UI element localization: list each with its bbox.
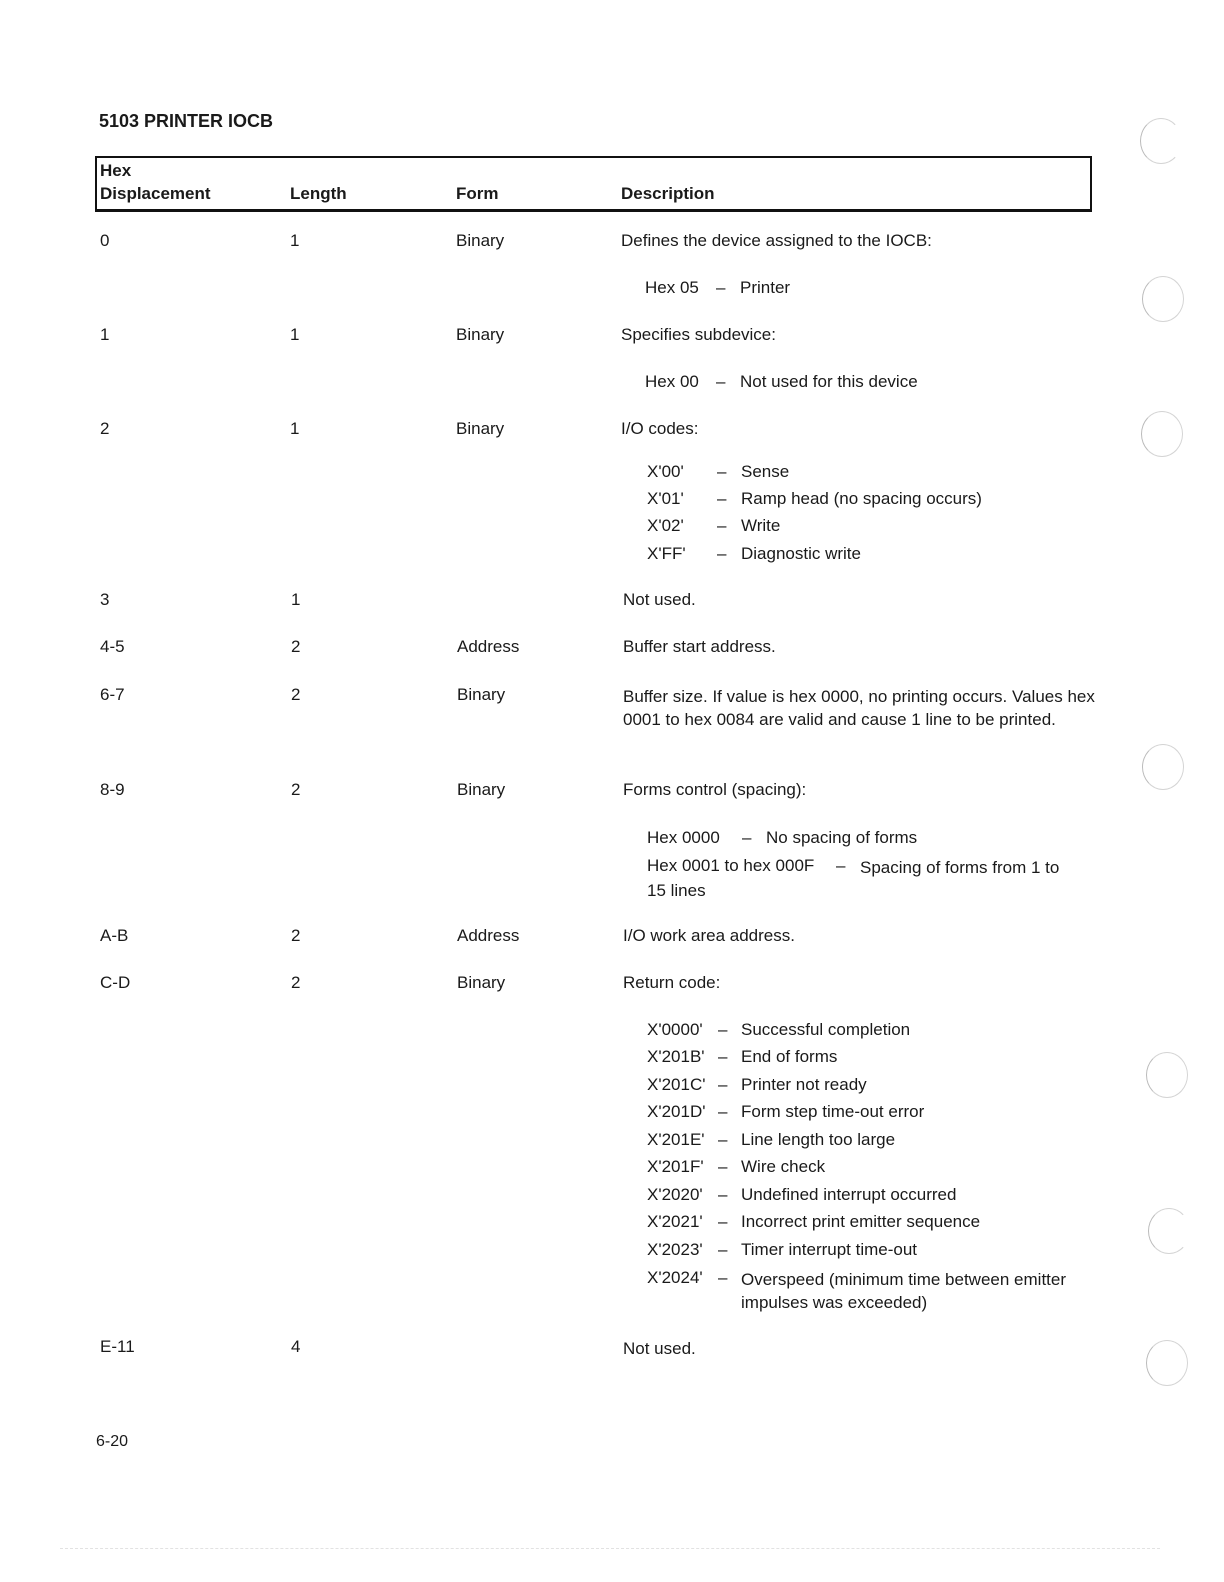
row-5-form: Binary xyxy=(457,685,506,704)
row-8-code-4-text: Line length too large xyxy=(741,1130,896,1149)
row-1-length: 1 xyxy=(290,325,300,344)
punch-hole-mark xyxy=(1146,1052,1188,1098)
row-8-code-7: X'2021' xyxy=(647,1212,703,1231)
row-2-code-1-text: Ramp head (no spacing occurs) xyxy=(741,489,982,508)
row-9-description: Not used. xyxy=(623,1339,696,1358)
row-6-description: Forms control (spacing): xyxy=(623,780,807,799)
code-dash: – xyxy=(718,1212,728,1231)
row-8-code-5: X'201F' xyxy=(647,1157,704,1176)
row-2-code-3-text: Diagnostic write xyxy=(741,544,861,563)
row-5-description: Buffer size. If value is hex 0000, no printing occurs. Values hex 0001 to hex 0084 are valid and cause 1 line to be printed. xyxy=(623,687,1095,729)
row-1-displacement: 1 xyxy=(100,325,110,344)
row-6-code-0: Hex 0000 xyxy=(647,828,720,847)
row-8-code-0: X'0000' xyxy=(647,1020,703,1039)
row-9-displacement: E-11 xyxy=(100,1337,135,1356)
code-dash: – xyxy=(718,1268,728,1287)
row-0-form: Binary xyxy=(456,231,505,250)
header-description: Description xyxy=(621,184,715,203)
row-9-length: 4 xyxy=(291,1337,301,1356)
row-8-code-6: X'2020' xyxy=(647,1185,703,1204)
row-8-code-1-text: End of forms xyxy=(741,1047,838,1066)
punch-hole-mark xyxy=(1148,1208,1190,1254)
row-8-description: Return code: xyxy=(623,973,721,992)
code-dash: – xyxy=(717,462,727,481)
row-4-displacement: 4-5 xyxy=(100,637,125,656)
row-0-displacement: 0 xyxy=(100,231,110,250)
row-0-code-0: Hex 05 xyxy=(645,278,699,297)
row-2-code-3: X'FF' xyxy=(647,544,686,563)
punch-hole-mark xyxy=(1146,1340,1188,1386)
row-2-form: Binary xyxy=(456,419,505,438)
row-8-code-9-text: Overspeed (minimum time between emitter impulses was exceeded) xyxy=(741,1270,1067,1312)
row-2-length: 1 xyxy=(290,419,300,438)
row-7-length: 2 xyxy=(291,926,301,945)
code-dash: – xyxy=(717,489,727,508)
code-dash: – xyxy=(718,1157,728,1176)
header-form: Form xyxy=(456,184,499,203)
code-dash: – xyxy=(717,544,727,563)
row-2-description: I/O codes: xyxy=(621,419,699,438)
header-length: Length xyxy=(290,184,347,203)
row-4-form: Address xyxy=(457,637,520,656)
row-6-code-1: Hex 0001 to hex 000F xyxy=(647,856,815,875)
row-4-length: 2 xyxy=(291,637,301,656)
row-8-displacement: C-D xyxy=(100,973,131,992)
row-4-description: Buffer start address. xyxy=(623,637,776,656)
code-dash: – xyxy=(717,516,727,535)
code-dash: – xyxy=(718,1130,728,1149)
code-dash: – xyxy=(742,828,752,847)
row-8-length: 2 xyxy=(291,973,301,992)
row-8-code-9: X'2024' xyxy=(647,1268,703,1287)
row-8-code-8: X'2023' xyxy=(647,1240,703,1259)
row-2-code-2: X'02' xyxy=(647,516,684,535)
row-5-displacement: 6-7 xyxy=(100,685,125,704)
row-0-code-0-text: Printer xyxy=(740,278,791,297)
row-0-length: 1 xyxy=(290,231,300,250)
row-6-displacement: 8-9 xyxy=(100,780,125,799)
row-3-description: Not used. xyxy=(623,590,696,609)
code-dash: – xyxy=(718,1240,728,1259)
row-6-code-1-text: Spacing of forms from 1 to 15 lines xyxy=(647,858,1060,900)
row-2-code-0: X'00' xyxy=(647,462,684,481)
row-6-code-0-text: No spacing of forms xyxy=(766,828,918,847)
code-dash: – xyxy=(718,1185,728,1204)
code-dash: – xyxy=(718,1102,728,1121)
row-6-length: 2 xyxy=(291,780,301,799)
code-dash: – xyxy=(718,1047,728,1066)
row-1-code-0-text: Not used for this device xyxy=(740,372,918,391)
row-2-displacement: 2 xyxy=(100,419,110,438)
page-number: 6-20 xyxy=(96,1433,129,1450)
row-0-description: Defines the device assigned to the IOCB: xyxy=(621,231,932,250)
punch-hole-mark xyxy=(1142,744,1184,790)
code-dash: – xyxy=(836,856,846,875)
row-1-form: Binary xyxy=(456,325,505,344)
row-8-code-2-text: Printer not ready xyxy=(741,1075,867,1094)
row-2-code-2-text: Write xyxy=(741,516,781,535)
row-8-form: Binary xyxy=(457,973,506,992)
header-displacement: Displacement xyxy=(100,184,211,203)
row-8-code-5-text: Wire check xyxy=(741,1157,826,1176)
page-title: 5103 PRINTER IOCB xyxy=(99,111,274,131)
row-5-length: 2 xyxy=(291,685,301,704)
row-8-code-0-text: Successful completion xyxy=(741,1020,911,1039)
row-6-form: Binary xyxy=(457,780,506,799)
table-header xyxy=(95,156,1092,212)
row-8-code-1: X'201B' xyxy=(647,1047,705,1066)
row-8-code-7-text: Incorrect print emitter sequence xyxy=(741,1212,981,1231)
row-2-code-0-text: Sense xyxy=(741,462,790,481)
row-1-code-0: Hex 00 xyxy=(645,372,699,391)
row-8-code-3: X'201D' xyxy=(647,1102,706,1121)
punch-hole-mark xyxy=(1140,118,1182,164)
row-3-displacement: 3 xyxy=(100,590,110,609)
row-3-length: 1 xyxy=(291,590,301,609)
code-dash: – xyxy=(716,372,726,391)
code-dash: – xyxy=(718,1075,728,1094)
row-2-code-1: X'01' xyxy=(647,489,684,508)
row-8-code-6-text: Undefined interrupt occurred xyxy=(741,1185,957,1204)
code-dash: – xyxy=(718,1020,728,1039)
code-dash: – xyxy=(716,278,726,297)
row-8-code-8-text: Timer interrupt time-out xyxy=(741,1240,918,1259)
scan-edge-line xyxy=(60,1548,1160,1549)
punch-hole-mark xyxy=(1142,276,1184,322)
punch-hole-mark xyxy=(1141,411,1183,457)
row-7-form: Address xyxy=(457,926,520,945)
row-7-description: I/O work area address. xyxy=(623,926,795,945)
row-8-code-2: X'201C' xyxy=(647,1075,706,1094)
row-8-code-4: X'201E' xyxy=(647,1130,705,1149)
row-7-displacement: A-B xyxy=(100,926,129,945)
header-hex: Hex xyxy=(100,161,132,180)
row-8-code-3-text: Form step time-out error xyxy=(741,1102,925,1121)
row-1-description: Specifies subdevice: xyxy=(621,325,776,344)
